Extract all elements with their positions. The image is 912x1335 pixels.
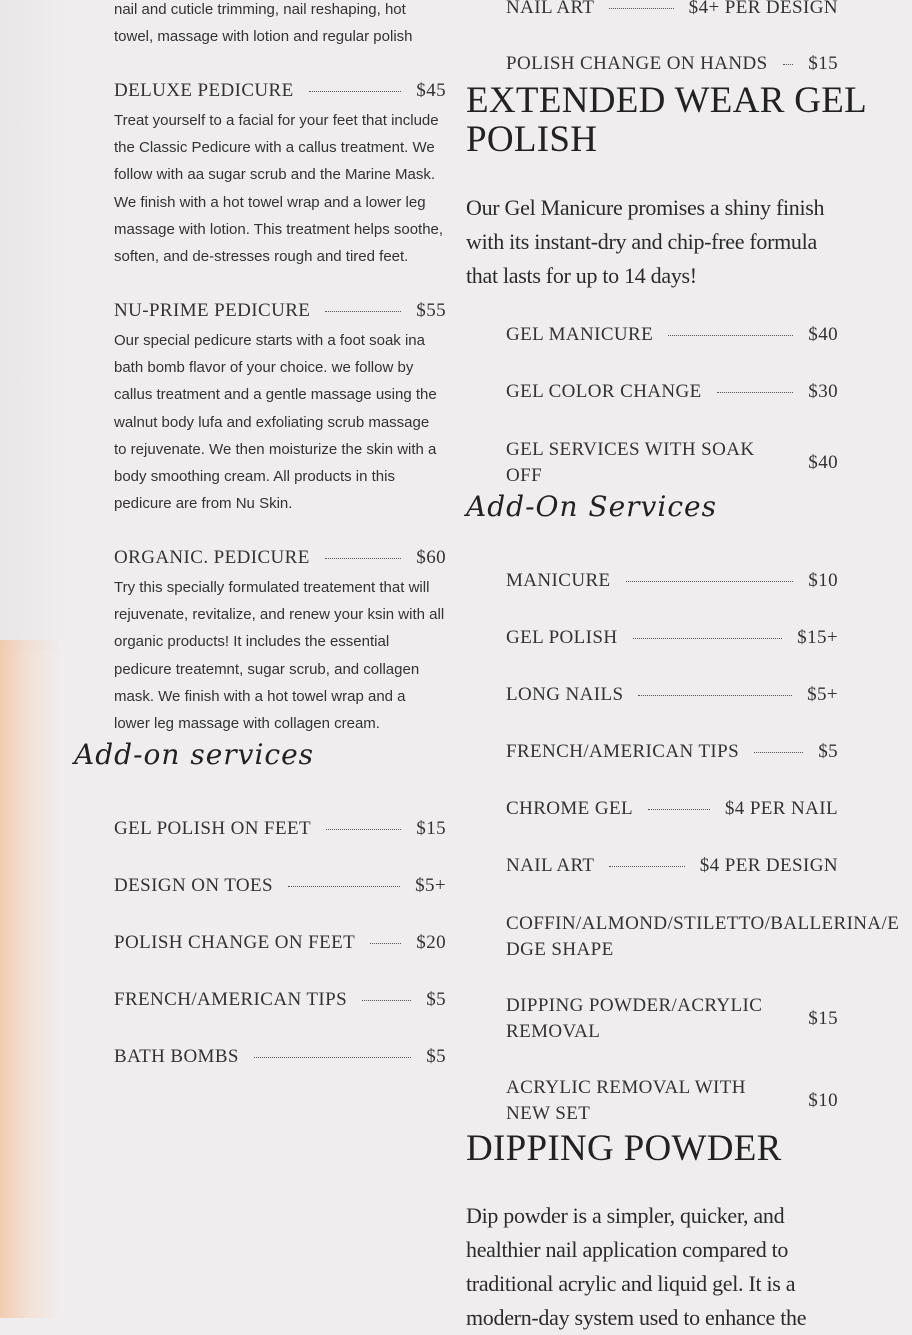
dot-leader [309,91,402,92]
addon-row-shape [506,911,912,963]
addon-name: DESIGN ON TOES [114,875,274,896]
service-row-nu-prime-pedicure [114,300,446,322]
dot-leader [326,829,401,830]
service-row-polish-change-hands [506,53,838,75]
addon-price: $5 [426,989,446,1010]
addon-services-title-right: Add-On Services [466,490,717,523]
addon-price: $10 [808,1090,838,1111]
service-name: GEL MANICURE [506,324,654,345]
addon-name: FRENCH/AMERICAN TIPS [506,741,740,762]
addon-row [506,627,838,649]
gel-service-row [506,324,838,346]
service-row-nail-art [506,0,838,19]
addon-name: POLISH CHANGE ON FEET [114,932,356,953]
dot-leader [754,752,803,753]
addon-price: $15 [808,1008,838,1029]
addon-name: CHROME GEL [506,798,633,819]
addon-price: $10 [808,570,838,591]
addon-price: $5+ [415,875,446,896]
addon-services-title-left: Add-on services [74,738,315,771]
addon-name: ACRYLIC REMOVAL WITH NEW SET [506,1077,746,1124]
dot-leader [325,311,401,312]
background-blur-top [0,0,70,650]
addon-row [506,1075,838,1127]
addon-price: $5 [818,741,838,762]
service-description-deluxe: Treat yourself to a facial for your feet that include the Classic Pedicure with a callus treatment. We follow with aa sugar scrub and the Marine Mask. We finish with a hot towel wrap and a lower leg massage with lotion. This treatment helps soothe, soften, and de-stresses rough and tired feet. [114,112,444,266]
dot-leader [668,335,793,336]
addon-row [114,932,446,954]
service-name: GEL COLOR CHANGE [506,381,702,402]
gel-service-row [506,437,838,489]
service-row-organic-pedicure [114,547,446,569]
service-price: $40 [808,324,838,345]
service-row-deluxe-pedicure [114,80,446,102]
service-name: NAIL ART [506,0,595,18]
addon-row [506,570,838,592]
addon-price: $15 [416,818,446,839]
service-name: POLISH CHANGE ON HANDS [506,53,768,74]
dot-leader [254,1057,411,1058]
service-price: $45 [416,80,446,101]
dot-leader [362,1000,411,1001]
addon-row [114,1046,446,1068]
addon-row [506,993,838,1045]
service-price: $4+ PER DESIGN [688,0,838,18]
intro-description: nail and cuticle trimming, nail reshaping, hot towel, massage with lotion and regular polish [114,1,413,46]
addon-row [506,855,838,877]
addon-price: $4 PER NAIL [724,798,838,819]
service-name: GEL SERVICES WITH SOAK OFF [506,439,755,486]
addon-name: LONG NAILS [506,684,624,705]
dip-section-intro: Dip powder is a simpler, quicker, and healthier nail application compared to traditional acrylic and liquid gel. It is a modern-day system used to enhance the [466,1203,807,1330]
dot-leader [783,64,794,65]
addon-price: $15+ [797,627,838,648]
dot-leader [609,866,684,867]
service-description-organic: Try this specially formulated treatement that will rejuvenate, revitalize, and renew your ksin with all organic products! It includes the essential pedicure treatemnt, sugar scrub, and collagen mask. We finish with a hot towel wrap and a lower leg massage with collagen cream. [114,579,445,733]
service-price: $40 [808,452,838,473]
dot-leader [626,581,794,582]
addon-row [114,875,446,897]
service-name: ORGANIC. PEDICURE [114,547,310,568]
dot-leader [638,695,792,696]
addon-price: $5 [426,1046,446,1067]
dot-leader [609,8,673,9]
dip-section-heading: DIPPING POWDER [466,1128,782,1169]
addon-price: $5+ [807,684,838,705]
addon-name: DIPPING POWDER/ACRYLIC REMOVAL [506,995,763,1042]
addon-name: COFFIN/ALMOND/STILETTO/BALLERINA/EDGE SHAPE [506,913,900,960]
service-price: $60 [416,547,446,568]
addon-row [114,818,446,840]
dot-leader [370,943,401,944]
addon-row [506,798,838,820]
dot-leader [648,809,710,810]
addon-row [506,684,838,706]
gel-section-intro: Our Gel Manicure promises a shiny finish with its instant-dry and chip-free formula that lasts for up to 14 days! [466,195,825,288]
service-name: NU-PRIME PEDICURE [114,300,311,321]
addon-name: GEL POLISH ON FEET [114,818,312,839]
background-blur-bottom [0,640,60,1318]
service-price: $15 [808,53,838,74]
addon-name: FRENCH/AMERICAN TIPS [114,989,348,1010]
service-name: DELUXE PEDICURE [114,80,294,101]
service-price: $30 [808,381,838,402]
gel-section-heading: EXTENDED WEAR GEL POLISH [466,80,866,160]
dot-leader [325,558,402,559]
addon-price: $4 PER DESIGN [699,855,838,876]
dot-leader [633,638,783,639]
addon-row [114,989,446,1011]
gel-service-row [506,381,838,403]
addon-row [506,741,838,763]
addon-name: NAIL ART [506,855,595,876]
addon-name: MANICURE [506,570,611,591]
dot-leader [288,886,400,887]
dot-leader [717,392,794,393]
addon-price: $20 [416,932,446,953]
service-description-nu-prime: Our special pedicure starts with a foot soak ina bath bomb flavor of your choice. we follow by callus treatment and a gentle massage using the walnut body lufa and exfoliating scrub massage to rejuvenate. We then moisturize the skin with a body smoothing cream. All products in this pedicure are from Nu Skin. [114,332,437,513]
addon-name: BATH BOMBS [114,1046,239,1067]
service-price: $55 [416,300,446,321]
addon-name: GEL POLISH [506,627,618,648]
